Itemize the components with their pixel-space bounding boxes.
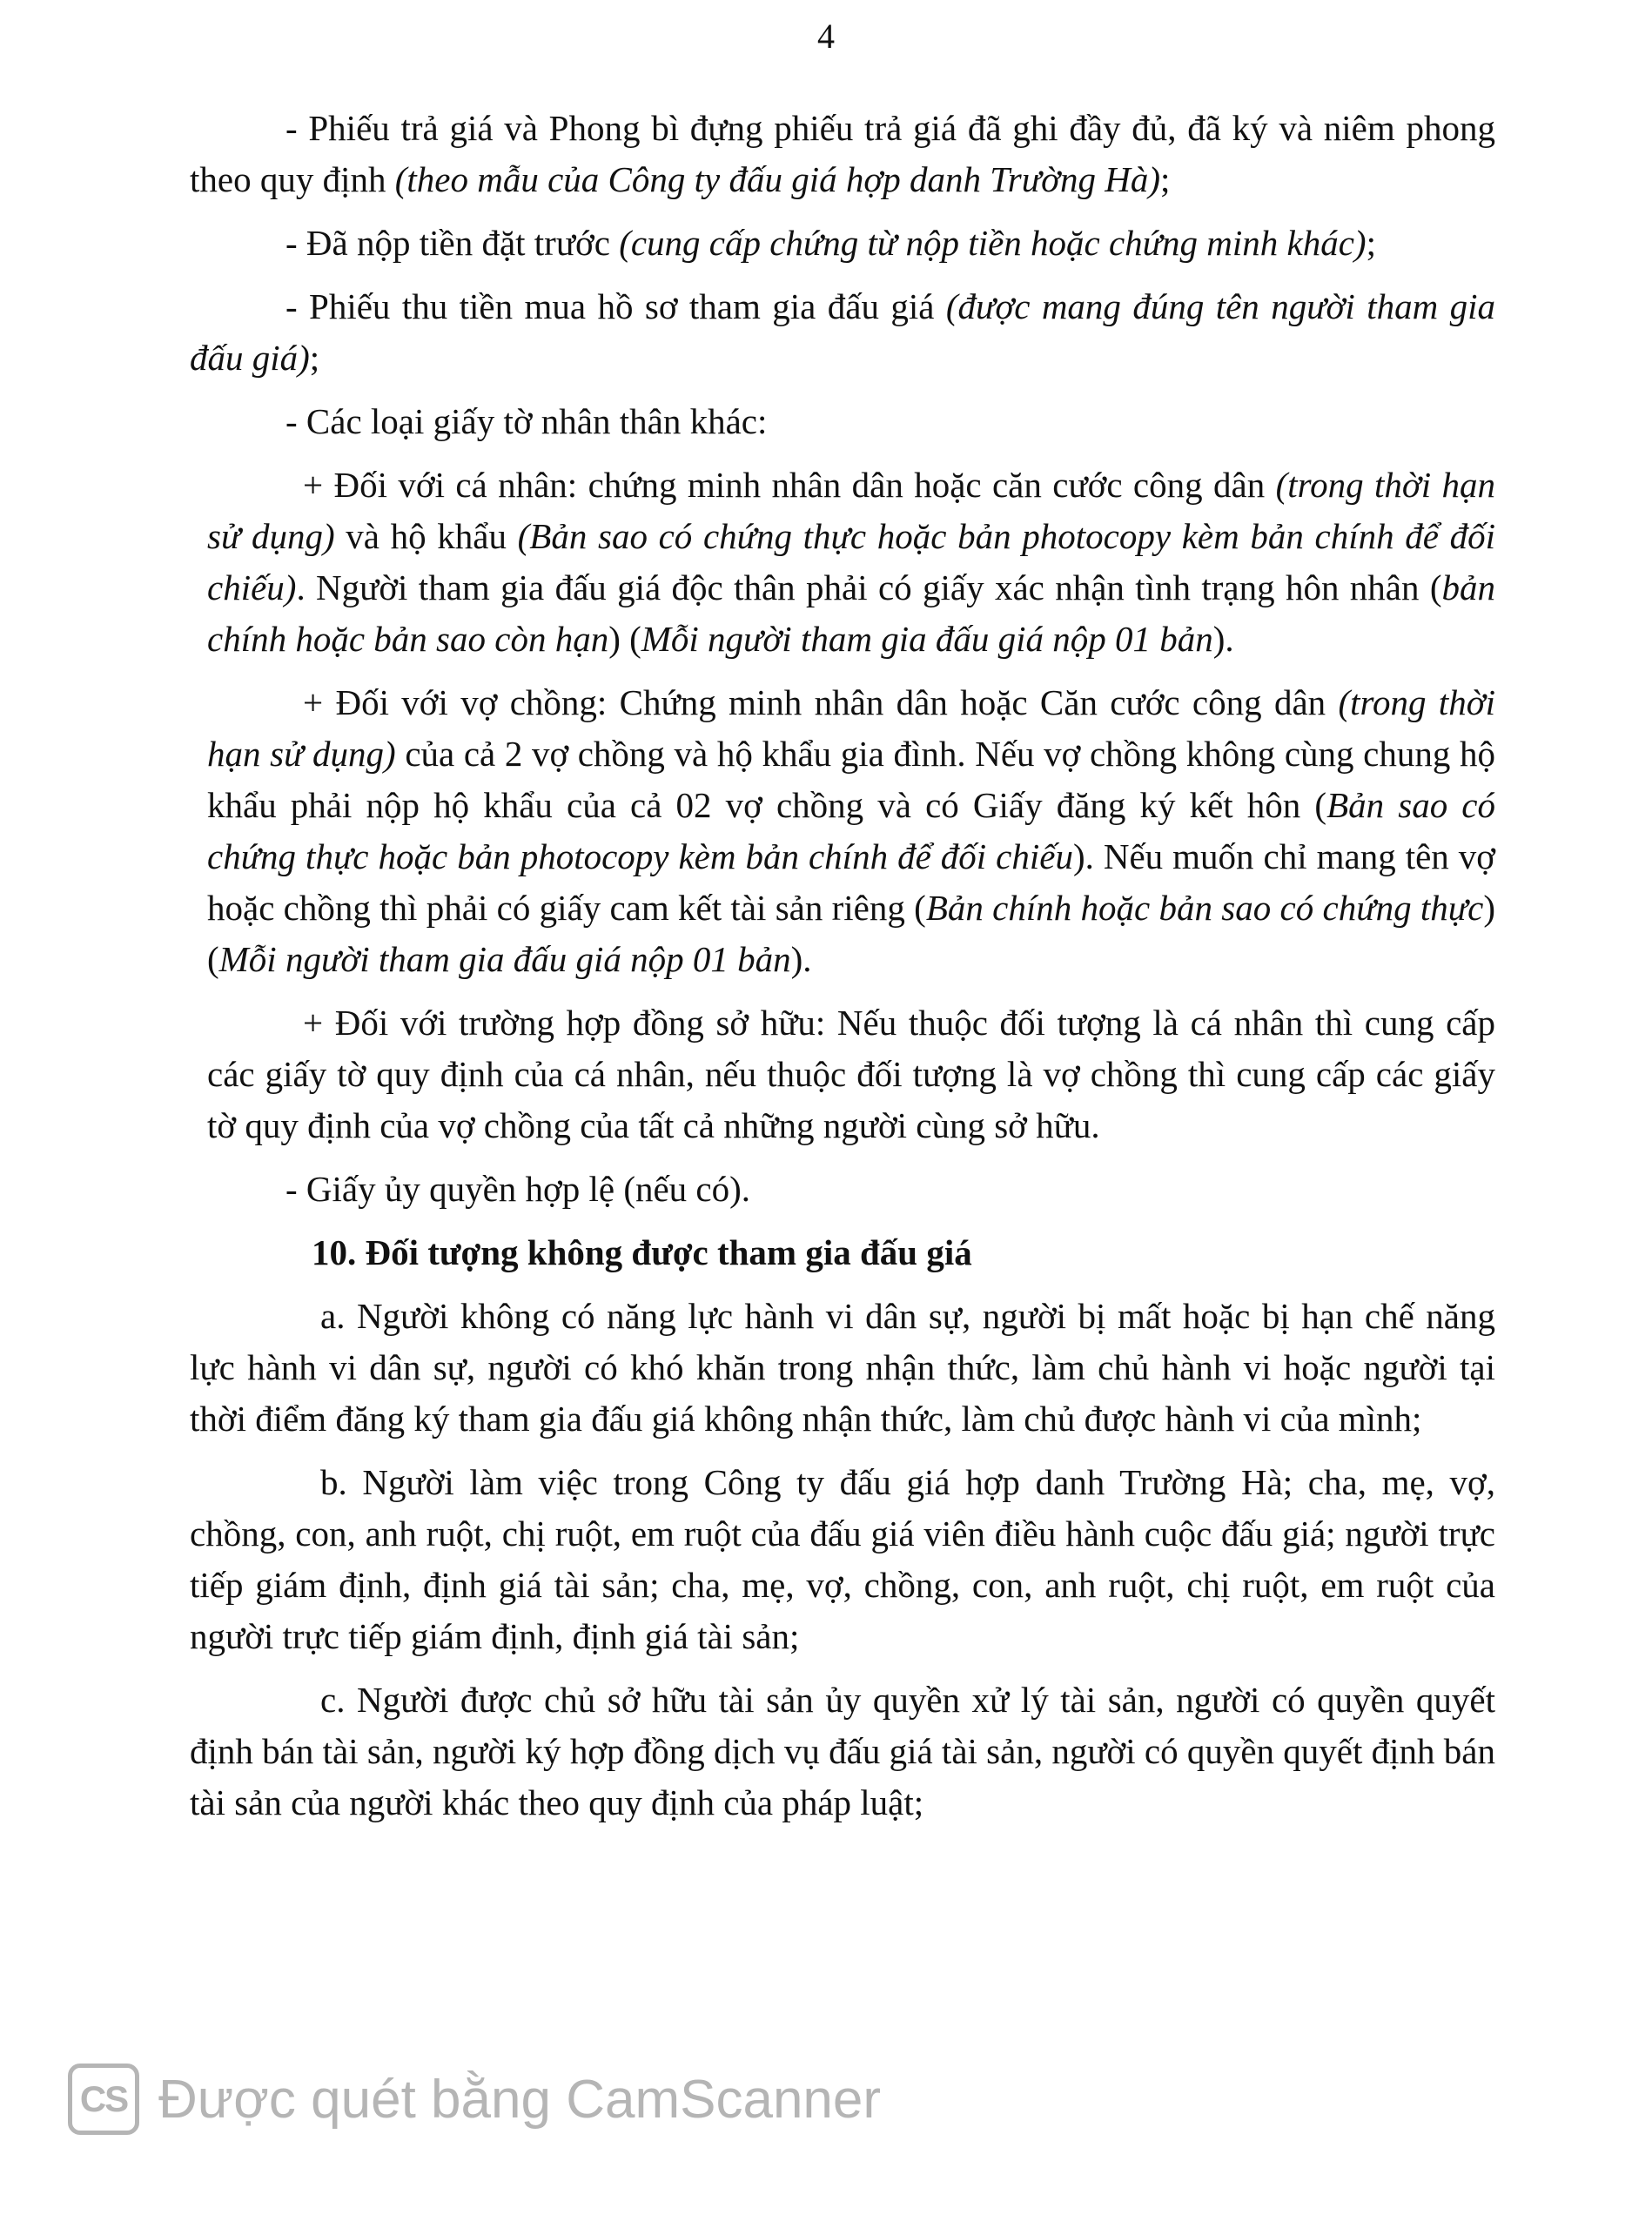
paragraph-spouses (190, 677, 1495, 985)
italic-text: (trong thời hạn sử dụng) (207, 682, 1495, 774)
watermark-text: Được quét bằng CamScanner (158, 2069, 882, 2130)
paragraph-deposit (190, 218, 1495, 269)
document-body (190, 103, 1495, 1841)
italic-text: (Bản sao có chứng thực hoặc bản photocopy kèm bản chính để đối chiếu) (207, 516, 1495, 607)
camscanner-logo-icon: CS (68, 2064, 139, 2135)
list-item: a. Người không có năng lực hành vi dân sự, người bị mất hoặc bị hạn chế năng lực hành vi dân sự, người có khó khăn trong nhận thức, làm chủ hành vi hoặc người tại thời điểm đăng ký tham gia đấu giá không nhận thức, làm chủ được hành vi của mình; (190, 1296, 1495, 1439)
list-item: c. Người được chủ sở hữu tài sản ủy quyền xử lý tài sản, người có quyền quyết định bán tài sản, người ký hợp đồng dịch vụ đấu giá tài sản, người có quyền quyết định bán tài sản của người khác theo quy định của pháp luật; (190, 1680, 1495, 1822)
text: - Các loại giấy tờ nhân thân khác: (285, 401, 768, 441)
italic-text: (theo mẫu của Công ty đấu giá hợp danh Trường Hà) (394, 159, 1160, 199)
text: ). (1212, 619, 1234, 659)
text: ). Nếu muốn chỉ mang tên vợ hoặc chồng thì phải có giấy cam kết tài sản riêng ( (207, 836, 1495, 928)
paragraph-co-ownership (190, 997, 1495, 1151)
paragraph-individual (190, 460, 1495, 665)
italic-text: bản chính hoặc bản sao còn hạn (207, 567, 1495, 659)
text: ) ( (608, 619, 641, 659)
list-item: b. Người làm việc trong Công ty đấu giá hợp danh Trường Hà; cha, mẹ, vợ, chồng, con, anh ruột, chị ruột, em ruột của đấu giá viên điều hành cuộc đấu giá; người trực tiếp giám định, định giá tài sản; cha, mẹ, vợ, chồng, con, anh ruột, chị ruột, em ruột của người trực tiếp giám định, định giá tài sản; (190, 1462, 1495, 1656)
section-heading: 10. Đối tượng không được tham gia đấu giá (312, 1232, 972, 1272)
text: của cả 2 vợ chồng và hộ khẩu gia đình. Nếu vợ chồng không cùng chung hộ khẩu phải nộp hộ khẩu của cả 02 vợ chồng và có Giấy đăng ký kết hôn ( (207, 734, 1495, 825)
paragraph-receipt (190, 281, 1495, 384)
text: + Đối với vợ chồng: Chứng minh nhân dân hoặc Căn cước công dân (303, 682, 1339, 722)
text: - Phiếu trả giá và Phong bì đựng phiếu trả giá đã ghi đầy đủ, đã ký và niêm phong theo quy định (190, 108, 1495, 199)
text: - Giấy ủy quyền hợp lệ (nếu có). (285, 1169, 751, 1209)
text: ; (1160, 159, 1171, 199)
text: + Đối với trường hợp đồng sở hữu: Nếu thuộc đối tượng là cá nhân thì cung cấp các giấy tờ quy định của cá nhân, nếu thuộc đối tượng là vợ chồng thì cung cấp các giấy tờ quy định của vợ chồng của tất cả những người cùng sở hữu. (207, 1003, 1495, 1145)
scanner-watermark (68, 2061, 881, 2137)
text: ). (790, 939, 812, 979)
paragraph-personal-docs (190, 396, 1495, 447)
italic-text: Bản sao có chứng thực hoặc bản photocopy kèm bản chính để đối chiếu (207, 785, 1495, 876)
italic-text: (cung cấp chứng từ nộp tiền hoặc chứng minh khác) (619, 223, 1367, 263)
paragraph-bid-form (190, 103, 1495, 205)
text: - Đã nộp tiền đặt trước (285, 223, 620, 263)
italic-text: Mỗi người tham gia đấu giá nộp 01 bản (641, 619, 1213, 659)
page-number: 4 (817, 17, 835, 56)
italic-text: Mỗi người tham gia đấu giá nộp 01 bản (218, 939, 791, 979)
text: . Người tham gia đấu giá độc thân phải có giấy xác nhận tình trạng hôn nhân ( (296, 567, 1442, 607)
italic-text: (được mang đúng tên người tham gia đấu giá) (190, 286, 1496, 378)
italic-text: (trong thời hạn sử dụng) (207, 465, 1495, 556)
text: ; (1366, 223, 1376, 263)
text: ) ( (207, 888, 1495, 979)
text: - Phiếu thu tiền mua hồ sơ tham gia đấu giá (285, 286, 946, 326)
paragraph-power-of-attorney (190, 1164, 1495, 1215)
text: và hộ khẩu (334, 516, 518, 556)
text: ; (309, 338, 320, 378)
text: + Đối với cá nhân: chứng minh nhân dân hoặc căn cước công dân (303, 465, 1276, 505)
italic-text: Bản chính hoặc bản sao có chứng thực (925, 888, 1484, 928)
